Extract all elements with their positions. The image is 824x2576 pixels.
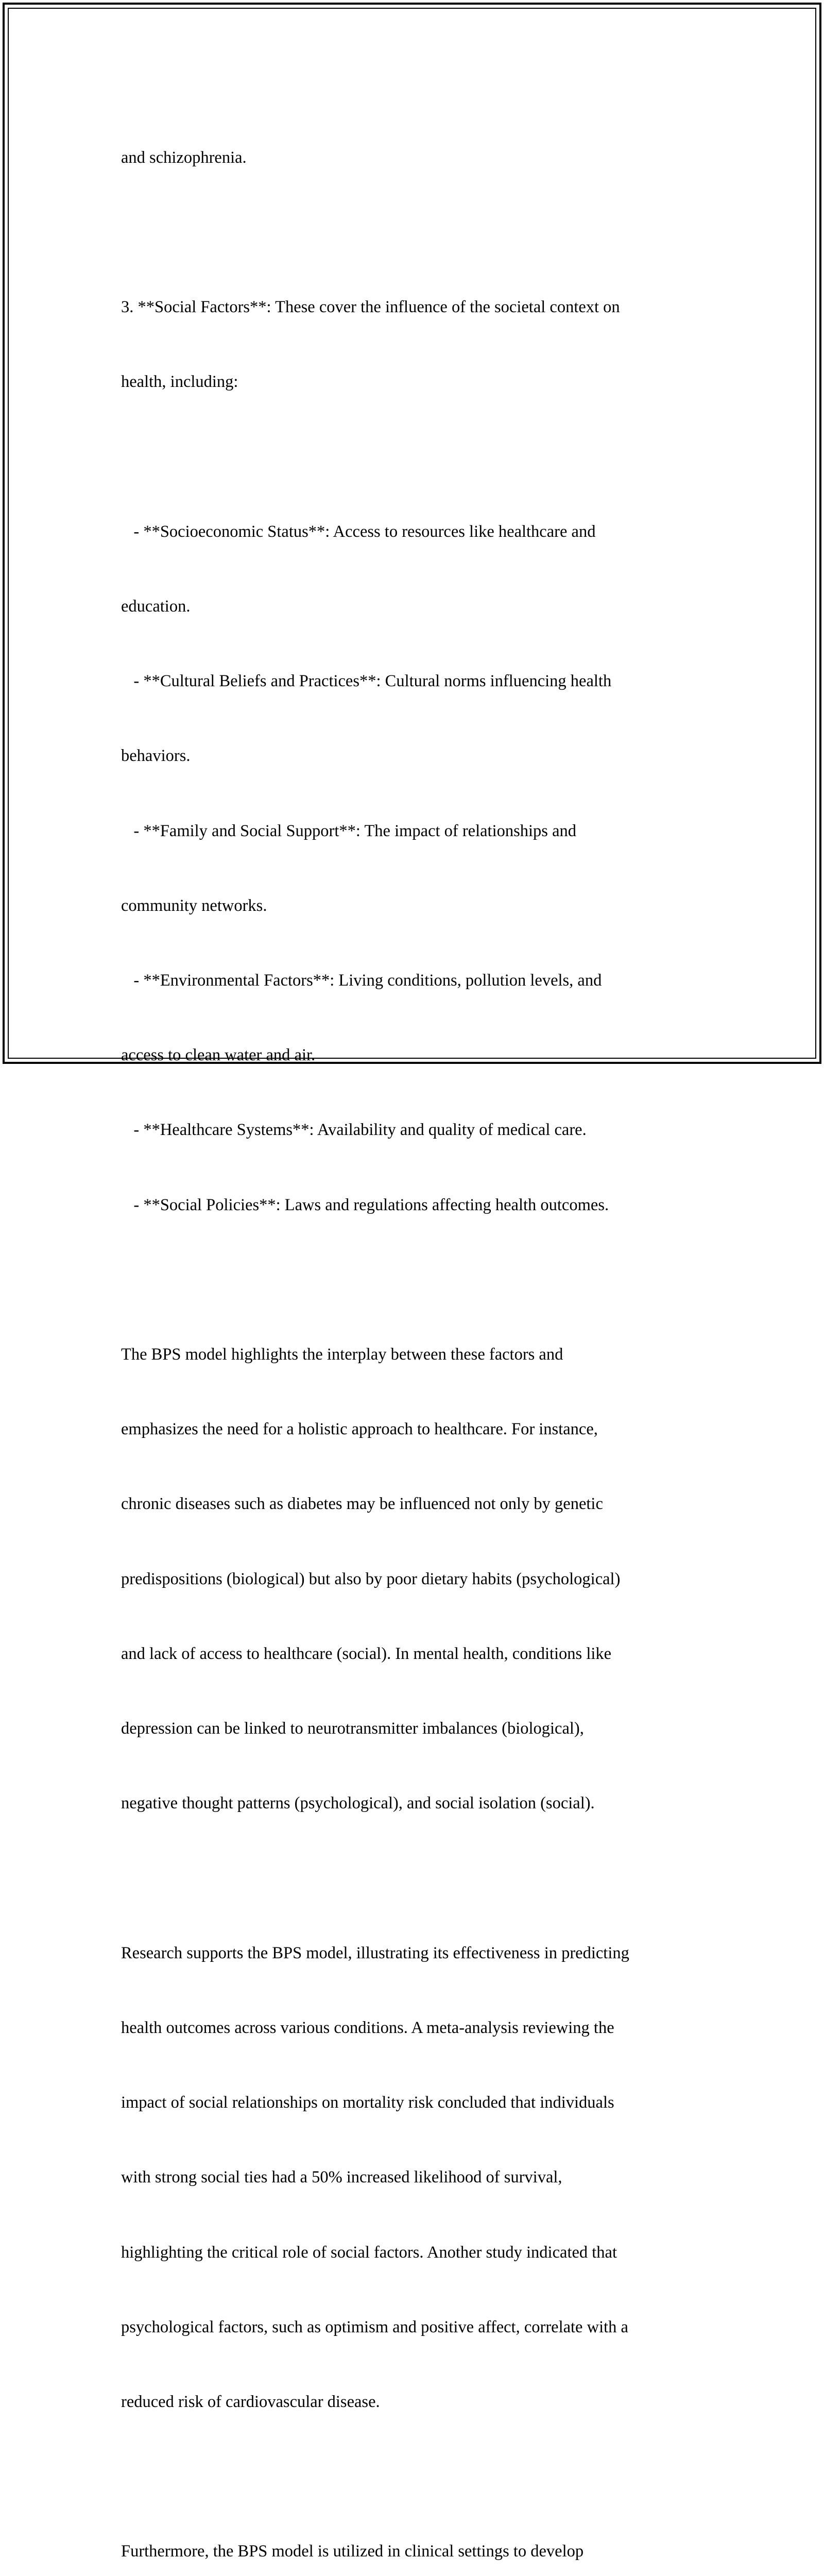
text-line: psychological factors, such as optimism and positive affect, correlate with a	[121, 2317, 628, 2336]
text-line: - **Cultural Beliefs and Practices**: Cultural norms influencing health	[121, 672, 612, 691]
text-line: and schizophrenia.	[121, 148, 247, 167]
text-line: behaviors.	[121, 747, 191, 766]
text-line: - **Family and Social Support**: The impact of relationships and	[121, 821, 576, 840]
text-line: and lack of access to healthcare (social). In mental health, conditions like	[121, 1644, 612, 1663]
text-line: chronic diseases such as diabetes may be influenced not only by genetic	[121, 1495, 603, 1514]
text-line: - **Healthcare Systems**: Availability and quality of medical care.	[121, 1121, 587, 1140]
text-line: education.	[121, 597, 191, 616]
text-line	[121, 2464, 708, 2489]
text-line: access to clean water and air.	[121, 1046, 316, 1065]
text-line: depression can be linked to neurotransmitter imbalances (biological),	[121, 1719, 584, 1738]
document-body	[121, 95, 708, 2576]
text-line: highlighting the critical role of social factors. Another study indicated that	[121, 2243, 617, 2262]
text-line: Research supports the BPS model, illustrating its effectiveness in predicting	[121, 1943, 629, 1962]
text-line	[121, 1267, 708, 1292]
text-line: with strong social ties had a 50% increased likelihood of survival,	[121, 2168, 562, 2187]
text-line: - **Socioeconomic Status**: Access to resources like healthcare and	[121, 522, 596, 541]
text-line: impact of social relationships on mortality risk concluded that individuals	[121, 2093, 614, 2112]
text-line: negative thought patterns (psychological), and social isolation (social).	[121, 1794, 595, 1813]
text-line: The BPS model highlights the interplay between these factors and	[121, 1345, 563, 1364]
text-line: - **Environmental Factors**: Living conditions, pollution levels, and	[121, 971, 602, 990]
text-line: predispositions (biological) but also by poor dietary habits (psychological)	[121, 1569, 621, 1588]
text-line: 3. **Social Factors**: These cover the influence of the societal context on	[121, 298, 620, 317]
text-line: Furthermore, the BPS model is utilized in clinical settings to develop	[121, 2542, 584, 2561]
text-line: health outcomes across various conditions. A meta-analysis reviewing the	[121, 2018, 614, 2037]
text-line: - **Social Policies**: Laws and regulations affecting health outcomes.	[121, 1195, 609, 1214]
text-line: emphasizes the need for a holistic approach to healthcare. For instance,	[121, 1420, 598, 1439]
text-line	[121, 220, 708, 245]
text-line: community networks.	[121, 896, 267, 915]
text-line: health, including:	[121, 372, 238, 392]
text-line	[121, 445, 708, 469]
text-line	[121, 1866, 708, 1890]
text-line: reduced risk of cardiovascular disease.	[121, 2392, 380, 2411]
